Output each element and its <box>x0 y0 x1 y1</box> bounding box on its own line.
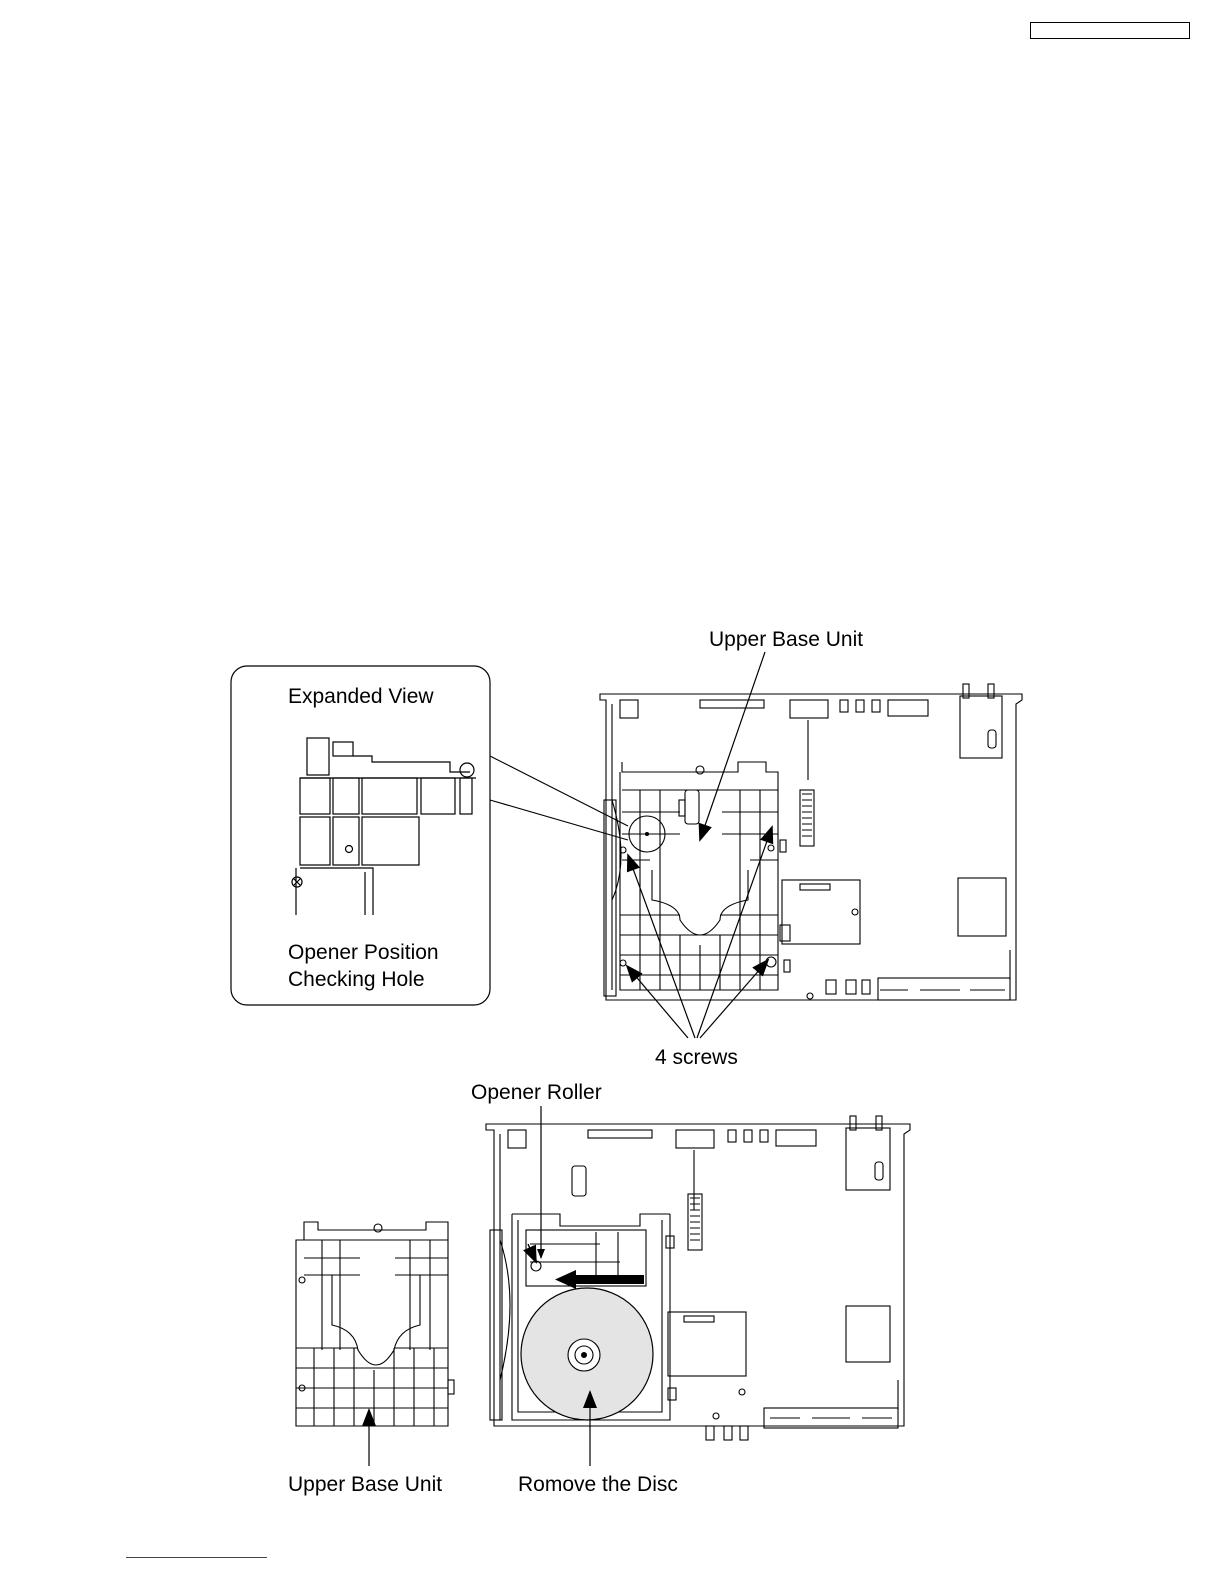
label-upper-base-unit-top: Upper Base Unit <box>709 628 864 651</box>
upper-base-unit-removed <box>296 1222 454 1426</box>
opener-roller-arrowhead <box>528 1244 536 1262</box>
label-opener-position-line1: Opener Position <box>288 941 439 964</box>
upper-base-unit-top <box>612 762 790 990</box>
label-opener-roller: Opener Roller <box>471 1081 602 1104</box>
label-remove-disc: Romove the Disc <box>518 1473 678 1496</box>
footer-link-line[interactable] <box>126 1557 267 1558</box>
label-upper-base-unit-bottom: Upper Base Unit <box>288 1473 443 1496</box>
label-opener-position-line2: Checking Hole <box>288 968 425 991</box>
label-expanded-view: Expanded View <box>288 685 434 708</box>
callout-lines <box>490 756 628 840</box>
screw-arrows <box>627 827 772 1038</box>
disc-icon <box>521 1288 653 1420</box>
label-four-screws: 4 screws <box>655 1046 738 1069</box>
